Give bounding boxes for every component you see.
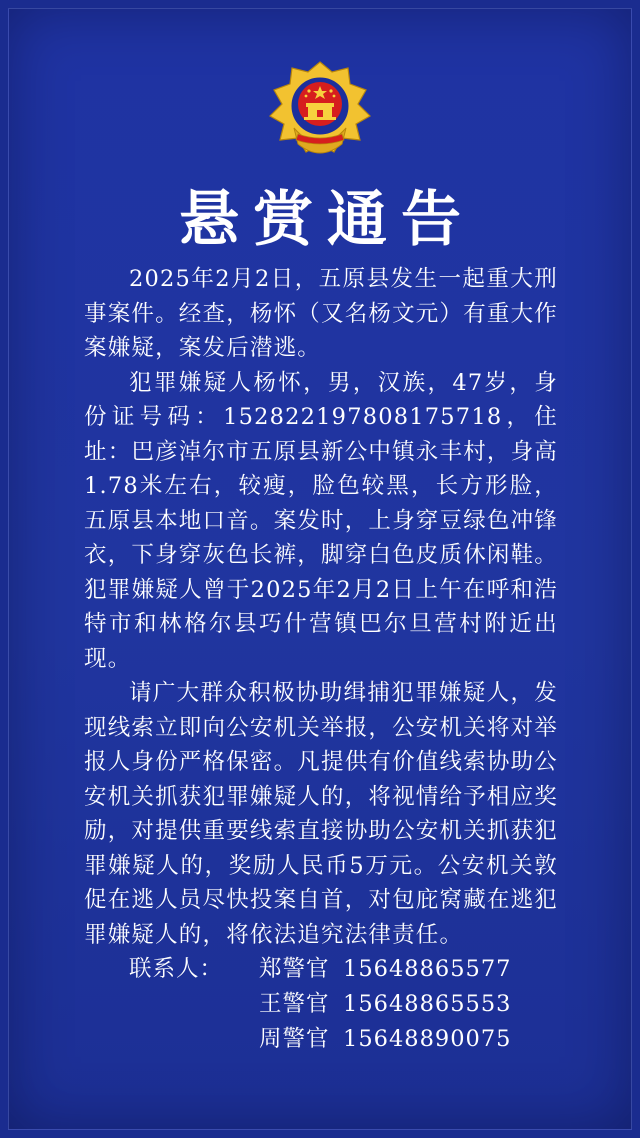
paragraph-suspect: 犯罪嫌疑人杨怀，男，汉族，47岁，身份证号码：152822197808175718，住址：巴彦淖尔市五原县新公中镇永丰村，身高1.78米左右，较瘦，脸色较黑，长方形脸，五原县本地口音。案发时，上身穿豆绿色冲锋衣，下身穿灰色长裤，脚穿白色皮质休闲鞋。犯罪嫌疑人曾于2025年2月2日上午在呼和浩特市和林格尔县巧什营镇巴尔旦营村附近出现。 [84,369,559,672]
contact-phone[interactable]: 15648890075 [343,1026,512,1052]
contact-row [84,987,558,1022]
contact-name: 郑警官 [259,956,330,982]
contact-phone[interactable]: 15648865577 [343,956,512,982]
contact-name: 周警官 [259,1026,330,1052]
paragraph-case: 2025年2月2日，五原县发生一起重大刑事案件。经查，杨怀（又名杨文元）有重大作案嫌疑，案发后潜逃。 [84,266,559,361]
contact-label-spacer [84,1022,259,1057]
contact-name: 王警官 [259,991,330,1017]
contact-row [84,1022,558,1057]
contact-row [84,952,558,987]
paragraph-reward: 请广大群众积极协助缉捕犯罪嫌疑人，发现线索立即向公安机关举报，公安机关将对举报人身份严格保密。凡提供有价值线索协助公安机关抓获犯罪嫌疑人的，将视情给予相应奖励，对提供重要线索直接协助公安机关抓获犯罪嫌疑人的，奖励人民币5万元。公安机关敦促在逃人员尽快投案自首，对包庇窝藏在逃犯罪嫌疑人的，将依法追究法律责任。 [84,680,559,948]
contact-list [84,952,558,1057]
police-emblem-icon [264,58,376,162]
contact-label-spacer [84,987,259,1022]
notice-title: 悬赏通告 [179,185,475,255]
contact-label: 联系人： [129,956,224,982]
notice-body [84,262,558,1057]
contact-phone[interactable]: 15648865553 [343,991,512,1017]
